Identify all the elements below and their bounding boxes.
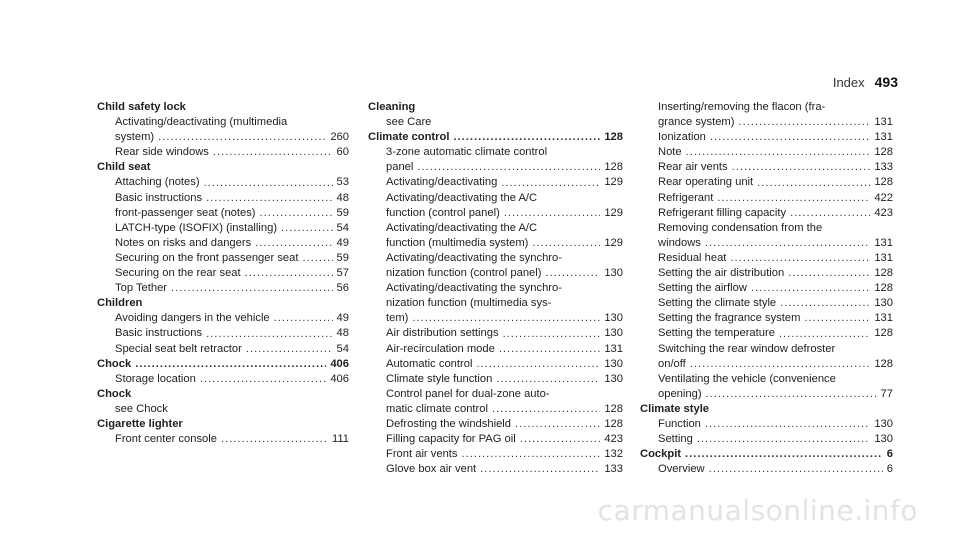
sub-entry-ref-text: Avoiding dangers in the vehicle: [115, 312, 270, 325]
page-ref: 131: [874, 131, 893, 144]
leader-dots: [732, 160, 871, 175]
sub-entry-ref: [386, 462, 623, 477]
sub-entry: [97, 372, 349, 387]
page-ref: 131: [874, 236, 893, 249]
sub-entry: [640, 296, 893, 311]
sub-entry-line: Activating/deactivating (multimedia: [115, 116, 288, 129]
sub-entry-ref-text: Rear side windows: [115, 146, 209, 159]
page-ref: 77: [880, 387, 893, 400]
sub-entry-ref: [386, 266, 623, 281]
page-ref: 54: [336, 221, 349, 234]
sub-entry-ref-text: Glove box air vent: [386, 463, 477, 476]
sub-entry-line: see Care: [386, 116, 432, 129]
page-ref: 423: [604, 433, 623, 446]
entry-title: Cigarette lighter: [97, 417, 183, 430]
sub-entry-ref-text: Top Tether: [115, 282, 168, 295]
sub-entry-ref: [386, 236, 623, 251]
sub-entry-ref-text: Setting the fragrance system: [658, 312, 801, 325]
sub-entry-line: Activating/deactivating the synchro-: [386, 282, 562, 295]
page-ref: 131: [874, 116, 893, 129]
sub-entry: [368, 221, 623, 251]
sub-entry-ref: [115, 145, 349, 160]
sub-entry-ref: [386, 447, 623, 462]
sub-entry-line: Ventilating the vehicle (convenience: [658, 372, 836, 385]
sub-entry-ref-text: matic climate control: [386, 402, 488, 415]
page-ref: 128: [874, 357, 893, 370]
sub-entry-ref: [658, 115, 893, 130]
sub-entry-ref-text: Activating/deactivating: [386, 176, 498, 189]
page-ref: 131: [874, 312, 893, 325]
sub-entry: [97, 326, 349, 341]
sub-entry: [640, 342, 893, 372]
sub-entry-ref: [658, 311, 893, 326]
sub-entry: [640, 221, 893, 251]
sub-entry-ref-text: Basic instructions: [115, 191, 203, 204]
sub-entry-ref: [115, 191, 349, 206]
entry-title: Child safety lock: [97, 101, 186, 113]
leader-dots: [706, 387, 877, 402]
sub-entry-ref: [115, 236, 349, 251]
sub-entry-ref-text: Defrosting the windshield: [386, 417, 511, 430]
sub-entry-ref: [658, 417, 893, 432]
sub-entry-ref: [115, 206, 349, 221]
entry-title: Children: [97, 297, 143, 310]
leader-dots: [545, 266, 600, 281]
page-ref: 57: [336, 267, 349, 280]
page-ref: 111: [331, 433, 349, 446]
sub-entry-ref-text: Setting the temperature: [658, 327, 775, 340]
sub-entry-ref-text: Refrigerant filling capacity: [658, 206, 787, 219]
page-ref: 128: [604, 161, 623, 174]
page-ref: 49: [336, 312, 349, 325]
sub-entry-ref-text: Front air vents: [386, 448, 458, 461]
sub-entry-ref-text: nization function (control panel): [386, 267, 542, 280]
sub-entry: [640, 206, 893, 221]
sub-entry: [97, 402, 349, 417]
index-column-1: [97, 100, 349, 447]
sub-entry: [640, 462, 893, 477]
leader-dots: [302, 251, 332, 266]
page-ref: 128: [874, 176, 893, 189]
page-ref: 128: [874, 282, 893, 295]
watermark: carmanualsonline.info: [597, 494, 918, 527]
sub-entry-ref: [115, 372, 349, 387]
sub-entry-ref-text: grance system): [658, 116, 735, 129]
leader-dots: [705, 236, 870, 251]
leader-dots: [255, 236, 332, 251]
sub-entry: [97, 236, 349, 251]
index-entry: [97, 160, 349, 296]
sub-entry: [97, 221, 349, 236]
sub-entry-ref: [386, 372, 623, 387]
index-entry: [97, 417, 349, 447]
leader-dots: [246, 342, 333, 357]
leader-dots: [417, 160, 600, 175]
sub-entry: [368, 447, 623, 462]
sub-entry-ref-text: Air distribution settings: [386, 327, 499, 340]
leader-dots: [245, 266, 333, 281]
page-ref: 129: [604, 176, 623, 189]
sub-entry-ref: [658, 357, 893, 372]
sub-entry-ref: [658, 432, 893, 447]
sub-entry: [640, 417, 893, 432]
leader-dots: [504, 206, 601, 221]
sub-entry-ref-text: Overview: [658, 463, 705, 476]
leader-dots: [532, 236, 600, 251]
sub-entry-ref-text: function (multimedia system): [386, 236, 529, 249]
sub-entry-ref-text: system): [115, 131, 155, 144]
sub-entry-ref: [658, 175, 893, 190]
sub-entry: [97, 115, 349, 145]
leader-dots: [260, 206, 333, 221]
sub-entry: [368, 281, 623, 326]
leader-dots: [780, 296, 870, 311]
sub-entry-ref-text: tem): [386, 312, 409, 325]
entry-title: Child seat: [97, 161, 151, 174]
sub-entry-ref-text: Rear air vents: [658, 161, 728, 174]
sub-entry: [640, 160, 893, 175]
sub-entry: [368, 191, 623, 221]
leader-dots: [135, 357, 326, 372]
sub-entry-ref-text: opening): [658, 387, 702, 400]
sub-entry-ref-text: Residual heat: [658, 251, 727, 264]
sub-entry-ref: [386, 160, 623, 175]
sub-entry-ref-text: Notes on risks and dangers: [115, 236, 252, 249]
sub-entry-ref-text: Special seat belt retractor: [115, 342, 242, 355]
index-column-3: [640, 100, 893, 477]
sub-entry-ref-text: Note: [658, 146, 682, 159]
index-entry: [97, 387, 349, 417]
page-ref: 49: [336, 236, 349, 249]
leader-dots: [501, 176, 600, 191]
sub-entry-ref: [386, 432, 623, 447]
leader-dots: [206, 327, 332, 342]
leader-dots: [705, 417, 870, 432]
sub-entry-ref: [386, 206, 623, 221]
page-ref: 260: [330, 131, 349, 144]
sub-entry-ref-text: Setting the climate style: [658, 297, 777, 310]
sub-entry-ref: [386, 311, 623, 326]
sub-entry-ref: [658, 387, 893, 402]
sub-entry-ref: [658, 281, 893, 296]
entry-title: [640, 447, 893, 462]
sub-entry-ref: [658, 326, 893, 341]
page-ref: 128: [604, 402, 623, 415]
leader-dots: [462, 447, 601, 462]
sub-entry-ref-text: Attaching (notes): [115, 176, 200, 189]
sub-entry-ref: [115, 281, 349, 296]
sub-entry-ref-text: Storage location: [115, 372, 196, 385]
leader-dots: [751, 281, 870, 296]
page-header: [833, 74, 898, 90]
leader-dots: [788, 266, 870, 281]
page-ref: 54: [336, 342, 349, 355]
sub-entry-ref: [386, 342, 623, 357]
sub-entry-ref-text: Setting the airflow: [658, 282, 747, 295]
sub-entry: [368, 417, 623, 432]
sub-entry-line: Activating/deactivating the A/C: [386, 221, 538, 234]
sub-entry-ref: [658, 251, 893, 266]
page-ref: 128: [604, 417, 623, 430]
index-entry: [368, 100, 623, 130]
sub-entry: [640, 311, 893, 326]
sub-entry-line: Switching the rear window defroster: [658, 342, 836, 355]
sub-entry-ref-text: Basic instructions: [115, 327, 203, 340]
leader-dots: [496, 372, 600, 387]
leader-dots: [453, 130, 600, 145]
sub-entry-ref: [386, 175, 623, 190]
sub-entry-ref-text: Climate style function: [386, 372, 493, 385]
page-ref: 129: [604, 236, 623, 249]
leader-dots: [515, 417, 600, 432]
leader-dots: [204, 176, 333, 191]
sub-entry-ref: [658, 462, 893, 477]
sub-entry-ref-text: Air-recirculation mode: [386, 342, 495, 355]
sub-entry: [640, 145, 893, 160]
index-entry: [97, 296, 349, 356]
page-ref: 130: [604, 372, 623, 385]
entry-title-text: Chock: [97, 357, 132, 370]
page-ref: 128: [874, 267, 893, 280]
sub-entry: [97, 175, 349, 190]
leader-dots: [213, 145, 333, 160]
leader-dots: [710, 130, 870, 145]
sub-entry: [640, 372, 893, 402]
sub-entry-ref: [115, 326, 349, 341]
sub-entry-line: nization function (multimedia sys-: [386, 297, 552, 310]
leader-dots: [480, 462, 600, 477]
leader-dots: [499, 342, 601, 357]
page-ref: 59: [336, 251, 349, 264]
page-ref: 128: [874, 327, 893, 340]
sub-entry-line: Removing condensation from the: [658, 221, 823, 234]
leader-dots: [717, 191, 870, 206]
sub-entry-ref: [115, 175, 349, 190]
leader-dots: [709, 462, 883, 477]
index-column-2: [368, 100, 623, 477]
entry-title-text: Cockpit: [640, 448, 682, 461]
page-ref: 406: [330, 372, 349, 385]
sub-entry: [640, 100, 893, 130]
page-ref: 130: [874, 297, 893, 310]
sub-entry: [368, 175, 623, 190]
sub-entry: [640, 326, 893, 341]
index-entry: [640, 447, 893, 477]
sub-entry: [368, 372, 623, 387]
sub-entry: [97, 311, 349, 326]
leader-dots: [690, 357, 871, 372]
sub-entry-line: Inserting/removing the flacon (fra-: [658, 101, 826, 113]
sub-entry: [97, 145, 349, 160]
sub-entry-ref-text: Ionization: [658, 131, 706, 144]
sub-entry-ref: [115, 251, 349, 266]
entry-title: [368, 130, 623, 145]
page-number: 493: [874, 74, 898, 90]
sub-entry: [640, 175, 893, 190]
sub-entry-ref: [115, 221, 349, 236]
sub-entry-line: Activating/deactivating the A/C: [386, 191, 538, 204]
page-ref: 60: [336, 146, 349, 159]
sub-entry-ref-text: Setting: [658, 433, 693, 446]
page-ref: 128: [874, 146, 893, 159]
sub-entry-ref-text: LATCH-type (ISOFIX) (installing): [115, 221, 278, 234]
sub-entry: [640, 266, 893, 281]
sub-entry-ref-text: on/off: [658, 357, 686, 370]
sub-entry-ref: [115, 342, 349, 357]
leader-dots: [206, 191, 332, 206]
sub-entry: [368, 115, 623, 130]
sub-entry-ref: [115, 432, 349, 447]
index-label: Index: [832, 75, 865, 90]
entry-title: [97, 357, 349, 372]
sub-entry-ref-text: Setting the air distribution: [658, 267, 785, 280]
leader-dots: [697, 432, 870, 447]
leader-dots: [171, 281, 333, 296]
leader-dots: [200, 372, 326, 387]
sub-entry: [368, 462, 623, 477]
page-ref: 48: [336, 191, 349, 204]
sub-entry-ref: [658, 296, 893, 311]
sub-entry: [97, 191, 349, 206]
entry-title-text: Climate control: [368, 131, 450, 144]
sub-entry-ref: [658, 160, 893, 175]
sub-entry-ref: [386, 417, 623, 432]
page-ref: 130: [604, 312, 623, 325]
leader-dots: [738, 115, 870, 130]
sub-entry: [368, 357, 623, 372]
sub-entry-line: see Chock: [115, 402, 168, 415]
sub-entry-ref-text: Front center console: [115, 433, 217, 446]
page-ref: 130: [874, 417, 893, 430]
index-entry: [368, 130, 623, 477]
leader-dots: [790, 206, 870, 221]
sub-entry: [97, 266, 349, 281]
sub-entry-ref: [658, 206, 893, 221]
leader-dots: [281, 221, 333, 236]
sub-entry: [640, 432, 893, 447]
sub-entry: [97, 251, 349, 266]
sub-entry: [97, 281, 349, 296]
entry-title: Cleaning: [368, 101, 416, 113]
leader-dots: [757, 176, 870, 191]
page-ref: 131: [604, 342, 623, 355]
sub-entry-ref-text: Securing on the front passenger seat: [115, 251, 299, 264]
sub-entry-ref-text: Automatic control: [386, 357, 473, 370]
index-entry: [640, 100, 893, 402]
page-ref: 59: [336, 206, 349, 219]
sub-entry-ref-text: Refrigerant: [658, 191, 714, 204]
leader-dots: [686, 145, 871, 160]
sub-entry: [368, 432, 623, 447]
sub-entry-ref: [658, 266, 893, 281]
sub-entry-ref-text: Function: [658, 417, 701, 430]
entry-title: Climate style: [640, 402, 710, 415]
sub-entry: [368, 326, 623, 341]
sub-entry: [368, 342, 623, 357]
leader-dots: [779, 327, 870, 342]
page-ref: 130: [874, 433, 893, 446]
page-ref: 130: [604, 267, 623, 280]
page-ref: 129: [604, 206, 623, 219]
leader-dots: [492, 402, 600, 417]
sub-entry: [97, 206, 349, 221]
leader-dots: [520, 432, 601, 447]
sub-entry: [640, 281, 893, 296]
page-ref: 130: [604, 357, 623, 370]
sub-entry-ref-text: front-passenger seat (notes): [115, 206, 256, 219]
sub-entry-line: Control panel for dual-zone auto-: [386, 387, 550, 400]
page-ref: 423: [874, 206, 893, 219]
sub-entry: [97, 342, 349, 357]
leader-dots: [804, 311, 870, 326]
page-ref: 130: [604, 327, 623, 340]
sub-entry-ref: [386, 326, 623, 341]
page-ref: 133: [874, 161, 893, 174]
sub-entry-ref: [115, 130, 349, 145]
page-ref: 128: [604, 131, 623, 144]
index-entry: [640, 402, 893, 447]
sub-entry: [640, 130, 893, 145]
sub-entry-ref: [115, 266, 349, 281]
index-entry: [97, 357, 349, 387]
sub-entry: [640, 191, 893, 206]
leader-dots: [503, 327, 601, 342]
sub-entry-ref-text: Filling capacity for PAG oil: [386, 433, 516, 446]
sub-entry-ref: [658, 130, 893, 145]
leader-dots: [158, 130, 326, 145]
leader-dots: [730, 251, 870, 266]
page-ref: 422: [874, 191, 893, 204]
leader-dots: [685, 447, 883, 462]
sub-entry: [368, 387, 623, 417]
page-ref: 56: [336, 282, 349, 295]
sub-entry-ref-text: Securing on the rear seat: [115, 267, 241, 280]
page-ref: 131: [874, 251, 893, 264]
sub-entry-ref: [386, 357, 623, 372]
index-entry: [97, 100, 349, 160]
sub-entry-ref-text: windows: [658, 236, 701, 249]
page-ref: 53: [336, 176, 349, 189]
sub-entry: [368, 251, 623, 281]
page-ref: 6: [886, 463, 893, 476]
sub-entry-ref: [115, 311, 349, 326]
sub-entry-ref: [658, 145, 893, 160]
page-ref: 6: [886, 448, 893, 461]
page-ref: 406: [330, 357, 349, 370]
leader-dots: [274, 311, 333, 326]
sub-entry: [368, 145, 623, 175]
sub-entry-ref: [658, 191, 893, 206]
sub-entry-ref-text: Rear operating unit: [658, 176, 754, 189]
leader-dots: [412, 311, 600, 326]
sub-entry-line: Activating/deactivating the synchro-: [386, 251, 562, 264]
leader-dots: [221, 432, 328, 447]
sub-entry: [97, 432, 349, 447]
page-ref: 133: [604, 463, 623, 476]
sub-entry-line: 3-zone automatic climate control: [386, 146, 548, 159]
sub-entry-ref: [658, 236, 893, 251]
entry-title: Chock: [97, 387, 132, 400]
leader-dots: [476, 357, 600, 372]
sub-entry-ref-text: panel: [386, 161, 414, 174]
sub-entry-ref-text: function (control panel): [386, 206, 500, 219]
sub-entry: [640, 251, 893, 266]
page-ref: 48: [336, 327, 349, 340]
page-ref: 132: [604, 448, 623, 461]
sub-entry-ref: [386, 402, 623, 417]
